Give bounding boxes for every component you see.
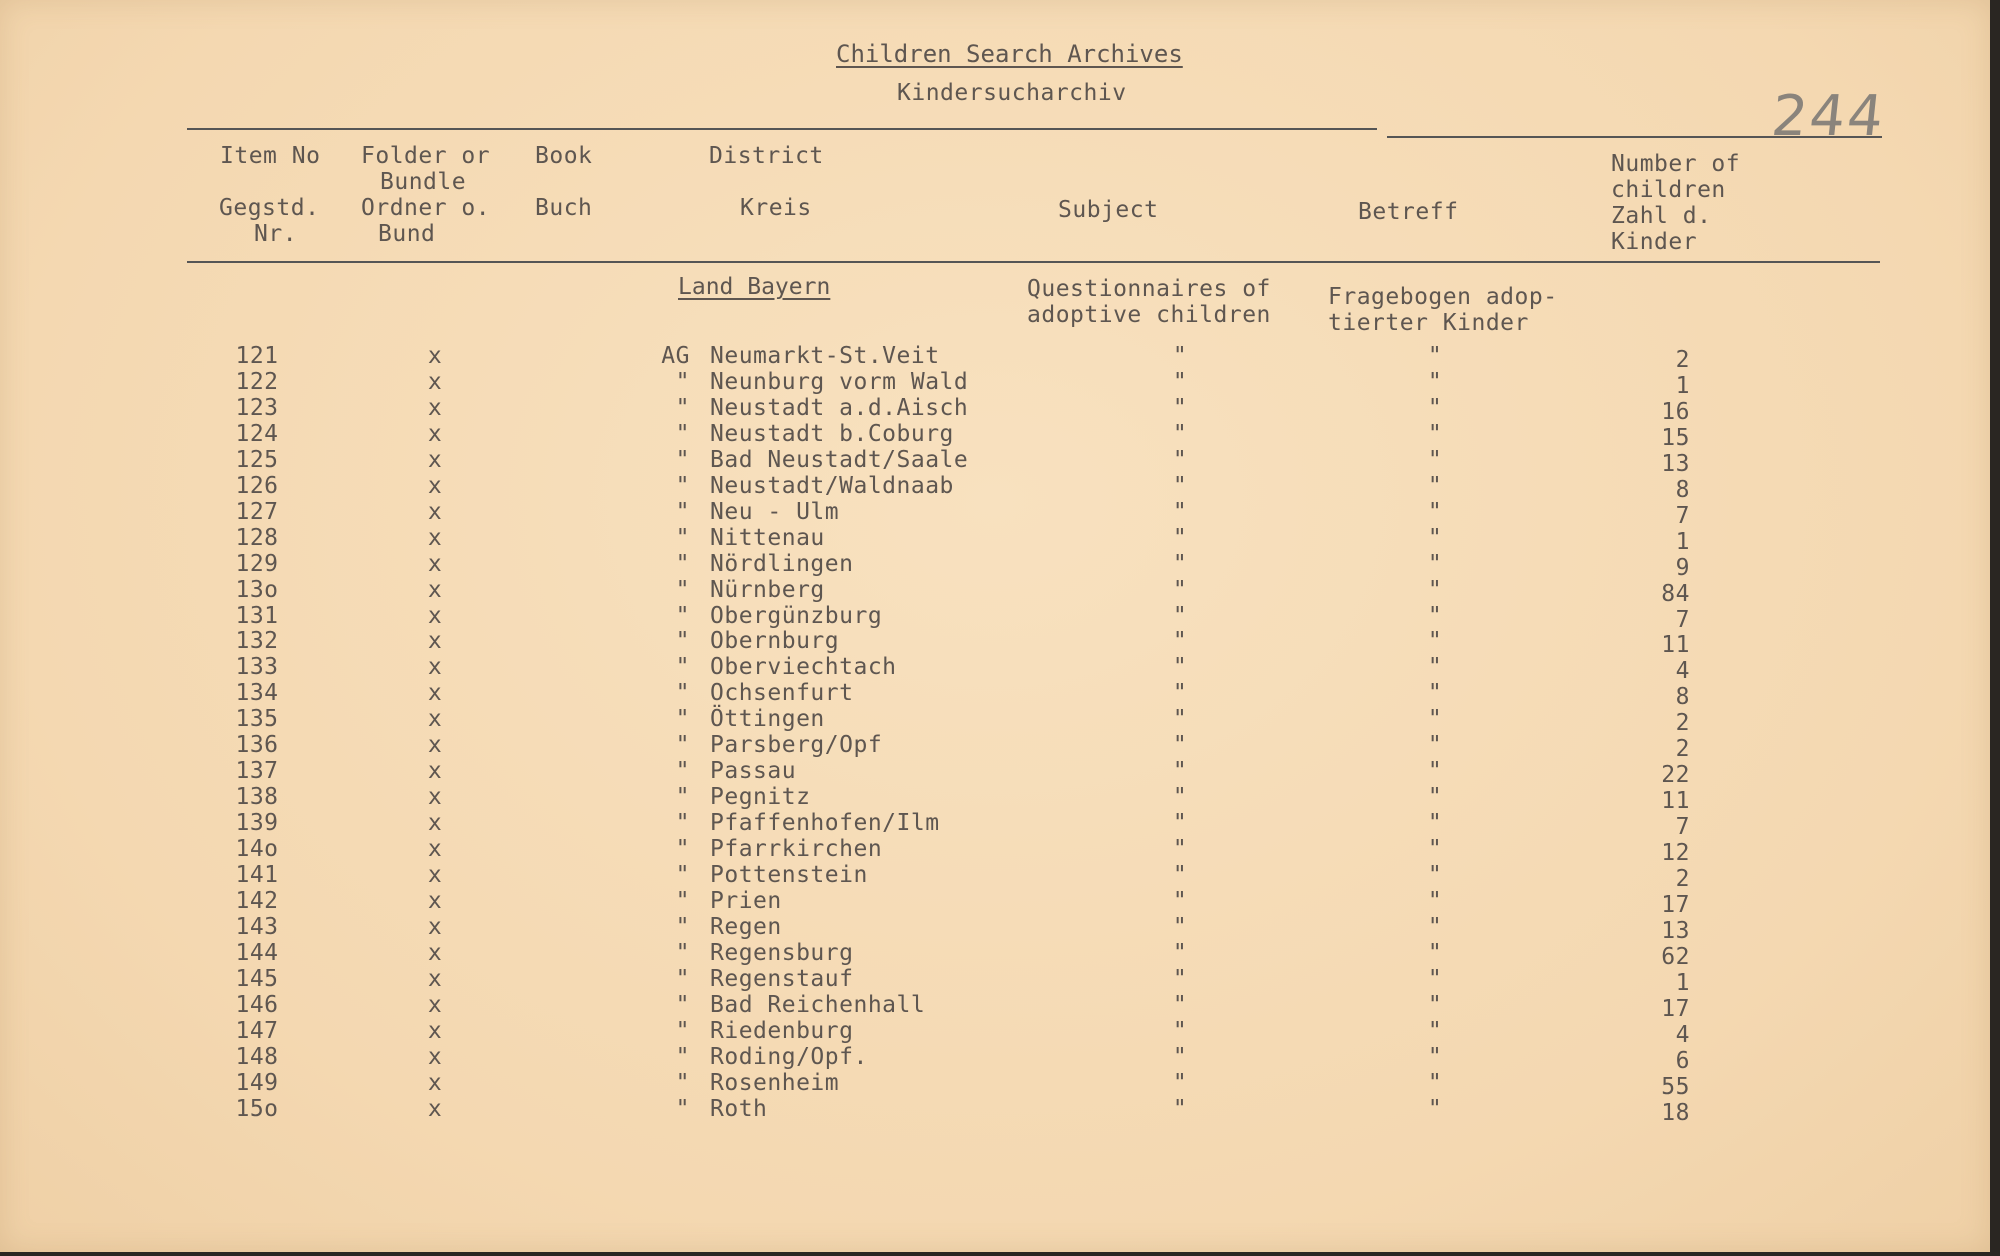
subject-ditto-cell: " [1172,446,1188,473]
betreff-ditto-cell: " [1427,1069,1443,1096]
children-count-cell: 62 [1661,943,1690,970]
document-subtitle: Kindersucharchiv [897,80,1127,106]
children-count-cell: 16 [1661,398,1690,425]
district-cell: Neustadt/Waldnaab [710,472,954,499]
children-count-cell: 8 [1675,684,1690,711]
district-cell: Neumarkt-St.Veit [710,343,940,369]
book-cell: " [675,758,690,785]
book-cell: AG [661,343,690,369]
folder-mark-cell: x [427,654,443,681]
item-number-cell: 137 [235,758,279,785]
children-count-cell: 55 [1661,1073,1690,1100]
item-number-cell: 125 [235,446,279,473]
subject-ditto-cell: " [1172,836,1188,863]
item-number-cell: 135 [235,706,279,733]
subject-ditto-cell: " [1172,784,1188,811]
col-folder-de: Ordner o. [361,195,491,221]
district-cell: Pfarrkirchen [710,836,883,863]
children-count-cell: 7 [1675,814,1690,841]
subject-ditto-cell: " [1172,472,1188,499]
book-cell: " [675,1043,690,1070]
folder-mark-cell: x [427,628,443,655]
folder-mark-cell: x [427,368,443,395]
table-row [0,758,1990,789]
betreff-ditto-cell: " [1427,654,1443,681]
children-count-cell: 11 [1661,632,1690,659]
col-betreff: Betreff [1358,199,1459,225]
item-number-cell: 128 [235,524,279,551]
col-count-de-2: Kinder [1611,229,1698,255]
children-count-cell: 12 [1661,840,1690,867]
item-number-cell: 138 [235,784,279,811]
col-folder-en: Folder or [361,143,491,169]
district-cell: Neunburg vorm Wald [710,368,969,395]
item-number-cell: 145 [235,965,279,992]
header-top-rule-right [1387,136,1882,138]
folder-mark-cell: x [427,394,443,421]
district-cell: Nittenau [710,524,825,551]
district-cell: Regenstauf [710,965,854,992]
betreff-ditto-cell: " [1427,550,1443,577]
book-cell: " [675,602,690,629]
betreff-ditto-cell: " [1427,758,1443,785]
district-cell: Öttingen [710,706,825,733]
item-number-cell: 142 [235,887,279,914]
subject-ditto-cell: " [1172,939,1188,966]
subject-ditto-cell: " [1172,965,1188,992]
folder-mark-cell: x [427,887,443,914]
item-number-cell: 141 [235,862,279,888]
district-cell: Pegnitz [710,784,811,811]
item-number-cell: 147 [235,1017,279,1044]
book-cell: " [675,1095,690,1122]
district-cell: Pottenstein [710,862,868,888]
betreff-ditto-cell: " [1427,602,1443,629]
betreff-ditto-cell: " [1427,1017,1443,1044]
betreff-ditto-cell: " [1427,420,1443,447]
folder-mark-cell: x [427,784,443,811]
folder-mark-cell: x [427,1043,443,1070]
item-number-cell: 139 [235,810,279,837]
book-cell: " [675,862,690,888]
folder-mark-cell: x [427,758,443,785]
table-row [0,524,1990,555]
book-cell: " [675,420,690,447]
item-number-cell: 136 [235,732,279,759]
table-row [0,836,1990,867]
table-row [0,498,1990,529]
children-count-cell: 2 [1675,736,1690,763]
book-cell: " [675,784,690,811]
children-count-cell: 13 [1661,917,1690,944]
children-count-cell: 7 [1675,606,1690,633]
children-count-cell: 2 [1675,347,1690,373]
subject-ditto-cell: " [1172,368,1188,395]
table-row [0,1043,1990,1074]
district-cell: Pfaffenhofen/Ilm [710,810,940,837]
col-count-en: Number of [1611,151,1741,177]
folder-mark-cell: x [427,343,443,369]
betreff-ditto-cell: " [1427,576,1443,603]
item-number-cell: 143 [235,913,279,940]
district-cell: Nördlingen [710,550,854,577]
table-row [0,420,1990,451]
folder-mark-cell: x [427,913,443,940]
district-cell: Prien [710,887,782,914]
header-bottom-rule [187,261,1880,263]
table-row [0,628,1990,659]
item-number-cell: 124 [235,420,279,447]
district-cell: Roding/Opf. [710,1043,868,1070]
book-cell: " [675,680,690,707]
col-folder-en-2: Bundle [380,169,467,195]
district-cell: Oberviechtach [710,654,897,681]
district-cell: Riedenburg [710,1017,854,1044]
betreff-ditto-cell: " [1427,1043,1443,1070]
folder-mark-cell: x [427,1069,443,1096]
col-item-de-nr: Nr. [254,221,298,247]
betreff-ditto-cell: " [1427,784,1443,811]
subject-ditto-cell: " [1172,498,1188,525]
table-row [0,343,1990,373]
district-cell: Regensburg [710,939,854,966]
district-cell: Obergünzburg [710,602,883,629]
children-count-cell: 15 [1661,424,1690,451]
district-cell: Rosenheim [710,1069,840,1096]
subject-ditto-cell: " [1172,706,1188,733]
children-count-cell: 84 [1661,580,1690,607]
book-cell: " [675,887,690,914]
item-number-cell: 13o [235,576,279,603]
section-subject-2: adoptive children [1027,302,1271,328]
subject-ditto-cell: " [1172,420,1188,447]
subject-ditto-cell: " [1172,1043,1188,1070]
children-count-cell: 18 [1661,1099,1690,1126]
item-number-cell: 15o [235,1095,279,1122]
book-cell: " [675,524,690,551]
section-betreff-1: Fragebogen adop- [1328,284,1558,310]
betreff-ditto-cell: " [1427,913,1443,940]
item-number-cell: 133 [235,654,279,681]
table-row [0,602,1990,633]
betreff-ditto-cell: " [1427,887,1443,914]
children-count-cell: 17 [1661,995,1690,1022]
folder-mark-cell: x [427,1095,443,1122]
col-book-en: Book [535,143,593,169]
folder-mark-cell: x [427,810,443,837]
section-subject-1: Questionnaires of [1027,276,1271,302]
district-cell: Neustadt a.d.Aisch [710,394,969,421]
children-count-cell: 8 [1675,476,1690,503]
folder-mark-cell: x [427,991,443,1018]
children-count-cell: 4 [1675,1021,1690,1048]
betreff-ditto-cell: " [1427,628,1443,655]
table-row [0,991,1990,1022]
folder-mark-cell: x [427,420,443,447]
book-cell: " [675,628,690,655]
betreff-ditto-cell: " [1427,732,1443,759]
subject-ditto-cell: " [1172,628,1188,655]
betreff-ditto-cell: " [1427,706,1443,733]
col-count-de: Zahl d. [1611,203,1712,229]
book-cell: " [675,472,690,499]
book-cell: " [675,368,690,395]
subject-ditto-cell: " [1172,550,1188,577]
folder-mark-cell: x [427,498,443,525]
book-cell: " [675,576,690,603]
book-cell: " [675,810,690,837]
subject-ditto-cell: " [1172,758,1188,785]
table-row [0,654,1990,685]
subject-ditto-cell: " [1172,862,1188,888]
table-row [0,939,1990,970]
subject-ditto-cell: " [1172,680,1188,707]
folder-mark-cell: x [427,939,443,966]
children-count-cell: 1 [1675,969,1690,996]
table-row [0,732,1990,763]
table-row [0,784,1990,815]
children-count-cell: 2 [1675,866,1690,892]
section-betreff-2: tierter Kinder [1328,310,1529,336]
children-count-cell: 7 [1675,502,1690,529]
subject-ditto-cell: " [1172,732,1188,759]
col-count-en-2: children [1611,177,1726,203]
book-cell: " [675,732,690,759]
table-row [0,862,1990,892]
subject-ditto-cell: " [1172,654,1188,681]
subject-ditto-cell: " [1172,810,1188,837]
district-cell: Neu - Ulm [710,498,840,525]
children-count-cell: 1 [1675,528,1690,555]
table-row [0,446,1990,477]
book-cell: " [675,550,690,577]
item-number-cell: 14o [235,836,279,863]
book-cell: " [675,394,690,421]
item-number-cell: 123 [235,394,279,421]
district-cell: Bad Reichenhall [710,991,926,1018]
district-cell: Nürnberg [710,576,825,603]
col-district-de: Kreis [740,195,812,221]
book-cell: " [675,446,690,473]
children-count-cell: 13 [1661,450,1690,477]
children-count-cell: 4 [1675,658,1690,685]
folder-mark-cell: x [427,965,443,992]
page-number: 244 [1768,84,1889,149]
table-row [0,550,1990,581]
district-cell: Regen [710,913,782,940]
folder-mark-cell: x [427,524,443,551]
item-number-cell: 144 [235,939,279,966]
betreff-ditto-cell: " [1427,810,1443,837]
folder-mark-cell: x [427,732,443,759]
folder-mark-cell: x [427,602,443,629]
table-row [0,706,1990,737]
children-count-cell: 6 [1675,1047,1690,1074]
col-book-de: Buch [535,195,593,221]
children-count-cell: 1 [1675,372,1690,399]
children-count-cell: 11 [1661,788,1690,815]
col-folder-de-2: Bund [378,221,436,247]
children-count-cell: 17 [1661,891,1690,918]
col-district-en: District [709,143,824,169]
book-cell: " [675,913,690,940]
subject-ditto-cell: " [1172,394,1188,421]
col-item-de: Gegstd. [219,195,320,221]
folder-mark-cell: x [427,446,443,473]
item-number-cell: 121 [235,343,279,369]
betreff-ditto-cell: " [1427,862,1443,888]
children-count-cell: 9 [1675,554,1690,581]
children-count-cell: 2 [1675,710,1690,737]
subject-ditto-cell: " [1172,524,1188,551]
betreff-ditto-cell: " [1427,498,1443,525]
item-number-cell: 146 [235,991,279,1018]
betreff-ditto-cell: " [1427,965,1443,992]
table-row [0,394,1990,425]
item-number-cell: 129 [235,550,279,577]
col-item-en: Item No [220,143,321,169]
district-cell: Bad Neustadt/Saale [710,446,969,473]
table-row [0,1069,1990,1100]
district-cell: Parsberg/Opf [710,732,883,759]
betreff-ditto-cell: " [1427,472,1443,499]
betreff-ditto-cell: " [1427,343,1443,369]
subject-ditto-cell: " [1172,1095,1188,1122]
subject-ditto-cell: " [1172,602,1188,629]
subject-ditto-cell: " [1172,991,1188,1018]
item-number-cell: 132 [235,628,279,655]
district-cell: Passau [710,758,797,785]
item-number-cell: 127 [235,498,279,525]
book-cell: " [675,836,690,863]
item-number-cell: 131 [235,602,279,629]
book-cell: " [675,939,690,966]
table-row [0,887,1990,918]
folder-mark-cell: x [427,576,443,603]
item-number-cell: 126 [235,472,279,499]
district-cell: Ochsenfurt [710,680,854,707]
subject-ditto-cell: " [1172,1017,1188,1044]
folder-mark-cell: x [427,550,443,577]
betreff-ditto-cell: " [1427,446,1443,473]
book-cell: " [675,498,690,525]
folder-mark-cell: x [427,680,443,707]
folder-mark-cell: x [427,836,443,863]
children-count-cell: 22 [1661,762,1690,789]
folder-mark-cell: x [427,862,443,888]
betreff-ditto-cell: " [1427,1095,1443,1122]
folder-mark-cell: x [427,706,443,733]
betreff-ditto-cell: " [1427,836,1443,863]
table-row [0,576,1990,607]
district-cell: Obernburg [710,628,840,655]
betreff-ditto-cell: " [1427,394,1443,421]
book-cell: " [675,706,690,733]
district-cell: Roth [710,1095,768,1122]
table-row [0,810,1990,841]
section-land: Land Bayern [678,274,831,300]
table-row [0,368,1990,399]
book-cell: " [675,654,690,681]
book-cell: " [675,1017,690,1044]
item-number-cell: 148 [235,1043,279,1070]
table-row [0,472,1990,503]
district-cell: Neustadt b.Coburg [710,420,954,447]
item-number-cell: 122 [235,368,279,395]
book-cell: " [675,1069,690,1096]
book-cell: " [675,965,690,992]
betreff-ditto-cell: " [1427,524,1443,551]
table-row [0,965,1990,996]
betreff-ditto-cell: " [1427,991,1443,1018]
table-row [0,1095,1990,1126]
document-title: Children Search Archives [836,40,1183,68]
betreff-ditto-cell: " [1427,939,1443,966]
betreff-ditto-cell: " [1427,368,1443,395]
folder-mark-cell: x [427,472,443,499]
subject-ditto-cell: " [1172,887,1188,914]
subject-ditto-cell: " [1172,913,1188,940]
table-row [0,1017,1990,1048]
table-row [0,680,1990,711]
subject-ditto-cell: " [1172,343,1188,369]
subject-ditto-cell: " [1172,576,1188,603]
item-number-cell: 134 [235,680,279,707]
book-cell: " [675,991,690,1018]
table-row [0,913,1990,944]
betreff-ditto-cell: " [1427,680,1443,707]
header-top-rule [187,128,1377,130]
col-subject: Subject [1058,197,1159,223]
folder-mark-cell: x [427,1017,443,1044]
item-number-cell: 149 [235,1069,279,1096]
subject-ditto-cell: " [1172,1069,1188,1096]
